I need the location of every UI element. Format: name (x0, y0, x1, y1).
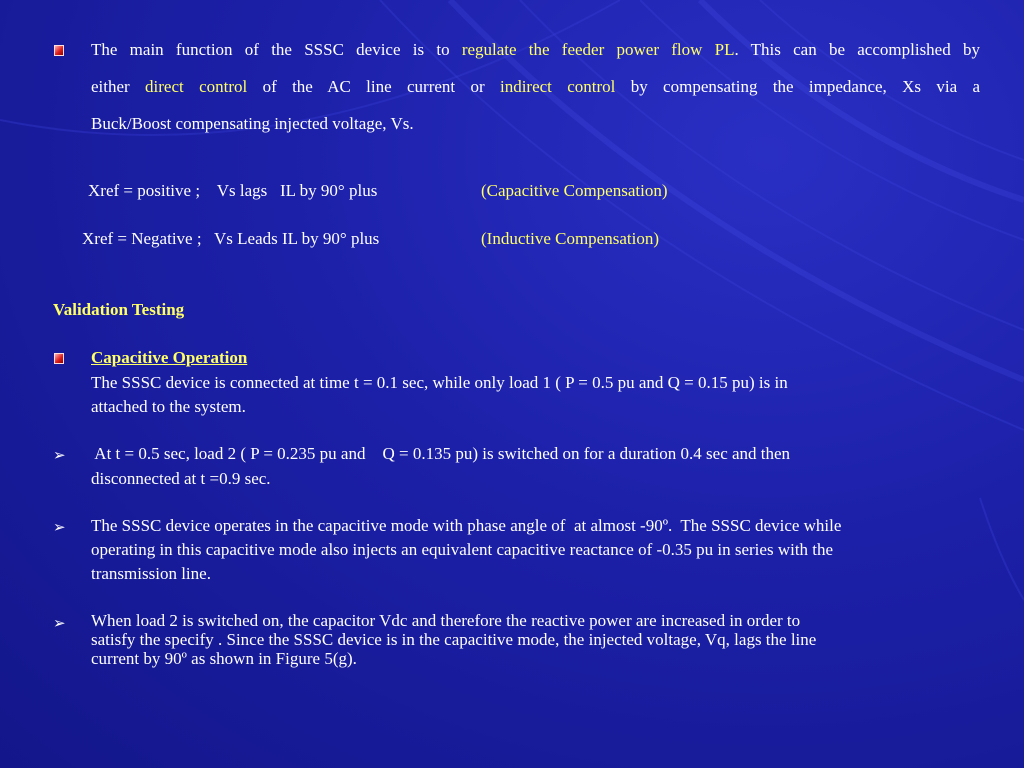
intro-text: either (91, 77, 146, 96)
bullet-2-line-2: operating in this capacitive mode also injects an equivalent capacitive reactance of -0.35 pu in series with the (91, 540, 834, 559)
intro-line-2 (91, 77, 980, 97)
capacitive-heading: Capacitive Operation (91, 348, 248, 367)
intro-line-1 (91, 40, 980, 60)
red-square-bullet-icon (54, 45, 64, 56)
xref-negative-condition: Xref = Negative ; Vs Leads IL by 90° plus (82, 229, 380, 248)
intro-line-3: Buck/Boost compensating injected voltage, Vs. (91, 114, 414, 133)
highlight-regulate: regulate the feeder power flow PL (461, 40, 735, 59)
intro-text: of the AC line current or (247, 77, 500, 96)
intro-text: . This can be accomplished by (734, 40, 980, 59)
intro-text: The main function of the SSSC device is to (91, 40, 462, 59)
bullet-1-line-2: disconnected at t =0.9 sec. (91, 469, 271, 488)
section-heading: Validation Testing (53, 300, 185, 319)
xref-positive-compensation: (Capacitive Compensation) (481, 181, 668, 200)
bullet-3-line-1: When load 2 is switched on, the capacitor Vdc and therefore the reactive power are increased in order to (91, 611, 801, 630)
arrowhead-bullet-icon: ➢ (53, 520, 66, 536)
red-square-bullet-icon (54, 353, 64, 364)
bullet-1-line-1: At t = 0.5 sec, load 2 ( P = 0.235 pu and Q = 0.135 pu) is switched on for a duration 0.4 sec and then (91, 444, 791, 463)
bullet-3-line-2: satisfy the specify . Since the SSSC device is in the capacitive mode, the injected voltage, Vq, lags the line (91, 630, 817, 649)
xref-negative-compensation: (Inductive Compensation) (481, 229, 659, 248)
intro-text: by compensating the impedance, Xs via a (615, 77, 981, 96)
highlight-indirect-control: indirect control (499, 77, 616, 96)
arrowhead-bullet-icon: ➢ (53, 616, 66, 632)
capacitive-line-1: The SSSC device is connected at time t = 0.1 sec, while only load 1 ( P = 0.5 pu and Q = 0.15 pu) is in (91, 373, 788, 392)
xref-positive-condition: Xref = positive ; Vs lags IL by 90° plus (88, 181, 378, 200)
bullet-2-line-3: transmission line. (91, 564, 211, 583)
capacitive-line-2: attached to the system. (91, 397, 246, 416)
arrowhead-bullet-icon: ➢ (53, 448, 66, 464)
bullet-2-line-1: The SSSC device operates in the capacitive mode with phase angle of at almost -90º. The SSSC device while (91, 516, 842, 535)
bullet-3-line-3: current by 90º as shown in Figure 5(g). (91, 649, 357, 668)
highlight-direct-control: direct control (145, 77, 248, 96)
